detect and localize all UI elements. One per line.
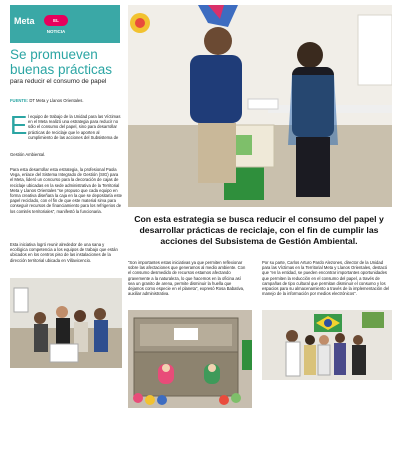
body-paragraph-3: Esta iniciativa logró reunir alrededor de una sana y ecológica competencia a los equipos de trabajo que están ubicados en los centros piso de las instalaciones de la dirección territorial ubicada en Villavicencio. (10, 242, 118, 263)
drop-cap: E (10, 110, 28, 140)
body-paragraph-2: Para esta desarrollar esta estrategia, la profesional Paola Vega, enlace del Sistema Integrado de Gestión (SIG) para el Meta, lideró un concurso para la decoración de cajas de reciclaje ubicadas en la sede administrativa de la Territorial Meta y Llanos Orientales “se propuso que cada equipo en forma creativa diseñara la caja en la que se depositaría este papel reciclado, con el fin de que este material sirva para conseguir recursos de financiamiento para los refrigerios de los comités territoriales”, manifestó la funcionaria. (10, 167, 122, 214)
source-label: FUENTE: (10, 98, 29, 103)
source-text: DT Meta y Llanos Orientales. (29, 98, 84, 103)
pull-quote: Con esta estrategia se busca reducir el consumo del papel y desarrollar prácticas de reciclaje, con el fin de cumplir las acciones del Subsistema de Gestión Ambiental. (134, 214, 384, 246)
section-name: Meta (14, 16, 35, 26)
body-column-director: Por su parte, Carlos Arturo Pardo Alezones, director de la Unidad para las Víctimas en la Territorial Meta y Llanos Orientales, destacó que “en la entidad, se pueden encontrar importantes oportunidades que permiten la reducción en el consumo del papel, a través de campañas de tipo cultural que permitan disminuir el consumo y los espacios para su almacenamiento a través de la implementación del manejo de la información por medios electrónicos”. (262, 260, 390, 297)
body-column-quote: “Son importantes estas iniciativas ya que permiten reflexionar sobre las afectaciones que generamos al medio ambiente. Con el consumo desmedido de recursos estamos afectando gravemente a la naturaleza, lo que hacemos en la oficina así sea un granito de arena, permite disminuir la huella que dejamos como especie en el planeta”, expresó Rosa Babativa, auxiliar administrativa. (128, 260, 246, 297)
main-photo (128, 5, 392, 207)
photo-recycling-box (128, 310, 252, 408)
body-paragraph-1a: l equipo de trabajo de la Unidad para las Víctimas en el Meta realizó una estrategia para reducir no sólo el consumo del papel, sino para desarrollar prácticas de reciclaje que le aporten al cumplimiento de las acciones del Subsistema de (28, 114, 121, 140)
article-subhead: para reducir el consumo de papel (10, 78, 107, 85)
body-paragraph-1b: Gestión Ambiental. (10, 152, 46, 157)
article-headline: Se promueven buenas prácticas (10, 47, 113, 77)
photo-team-left (10, 278, 122, 368)
photo-director-group (262, 310, 392, 380)
article-source (10, 98, 83, 103)
noticia-badge: EL NOTICIA (44, 15, 68, 26)
